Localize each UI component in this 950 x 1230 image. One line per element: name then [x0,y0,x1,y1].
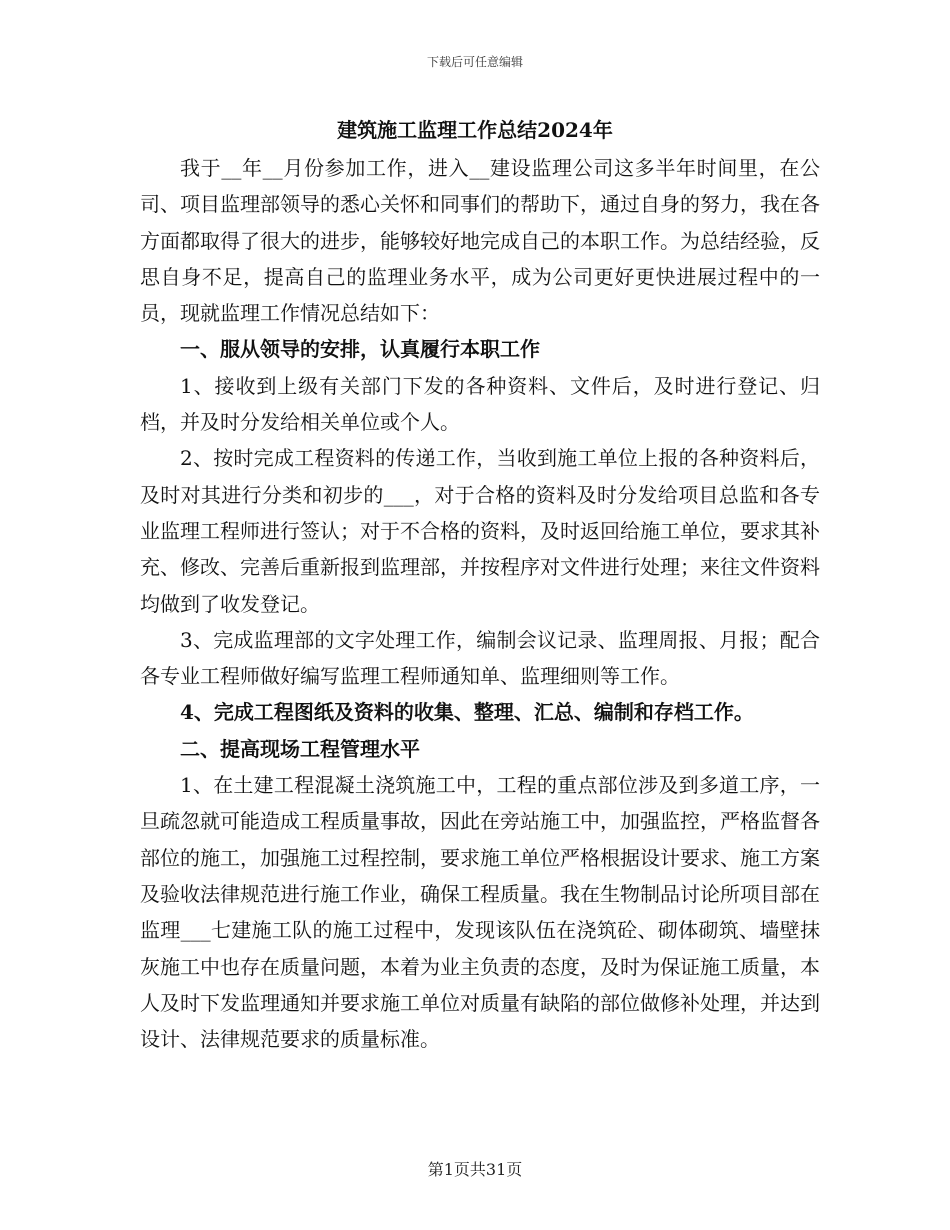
section-heading-1: 一、服从领导的安排，认真履行本职工作 [180,337,540,362]
section-1-item-2: 2、按时完成工程资料的传递工作，当收到施工单位上报的各种资料后，及时对其进行分类和初步的___，对于合格的资料及时分发给项目总监和各专业监理工程师进行签认；对于不合格的资料，及时返回给施工单位，要求其补充、修改、完善后重新报到监理部，并按程序对文件进行处理；来往文件资料均做到了收发登记。 [140,446,820,616]
header-note: 下载后可任意编辑 [426,55,523,69]
page-number: 第1页共31页 [427,1160,523,1179]
intro-paragraph: 我于__年__月份参加工作，进入__建设监理公司这多半年时间里，在公司、项目监理部领导的悉心关怀和同事们的帮助下，通过自身的努力，我在各方面都取得了很大的进步，能够较好地完成自己的本职工作。为总结经验，反思自身不足，提高自己的监理业务水平，成为公司更好更快进展过程中的一员，现就监理工作情况总结如下： [140,156,820,326]
document-title: 建筑施工监理工作总结2024年 [337,118,613,142]
section-heading-2: 二、提高现场工程管理水平 [180,736,420,761]
section-1-item-4: 4、完成工程图纸及资料的收集、整理、汇总、编制和存档工作。 [180,700,754,725]
section-1-item-1: 1、接收到上级有关部门下发的各种资料、文件后，及时进行登记、归档，并及时分发给相关单位或个人。 [140,373,820,435]
document-body [140,150,820,1057]
section-1-item-3: 3、完成监理部的文字处理工作，编制会议记录、监理周报、月报；配合各专业工程师做好编写监理工程师通知单、监理细则等工作。 [140,627,820,689]
section-2-item-1: 1、在土建工程混凝土浇筑施工中，工程的重点部位涉及到多道工序，一旦疏忽就可能造成工程质量事故，因此在旁站施工中，加强监控，严格监督各部位的施工，加强施工过程控制，要求施工单位严格根据设计要求、施工方案及验收法律规范进行施工作业，确保工程质量。我在生物制品讨论所项目部在监理___七建施工队的施工过程中，发现该队伍在浇筑砼、砌体砌筑、墙壁抹灰施工中也存在质量问题，本着为业主负责的态度，及时为保证施工质量，本人及时下发监理通知并要求施工单位对质量有缺陷的部位做修补处理，并达到设计、法律规范要求的质量标准。 [140,773,820,1052]
